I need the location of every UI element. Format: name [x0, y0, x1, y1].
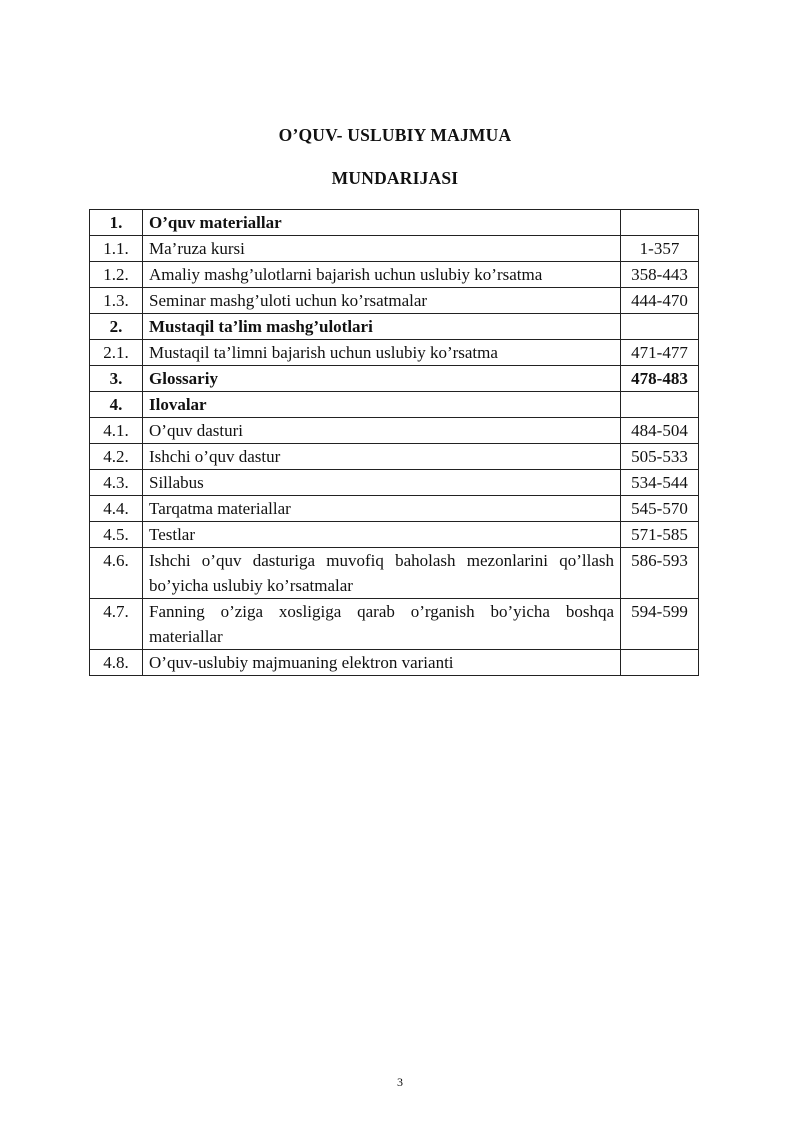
subsection-row: [90, 444, 699, 470]
subsection-row: [90, 599, 699, 650]
section-title: Seminar mashg’uloti uchun ko’rsatmalar: [143, 288, 621, 314]
section-number: 1.: [90, 210, 143, 236]
section-title: Ishchi o’quv dastur: [143, 444, 621, 470]
page-range: 594-599: [621, 599, 699, 650]
section-number: 4.8.: [90, 650, 143, 676]
page-number: 3: [397, 1075, 403, 1089]
section-number: 4.5.: [90, 522, 143, 548]
page-range: 586-593: [621, 548, 699, 599]
page-range: [621, 650, 699, 676]
page-range: 505-533: [621, 444, 699, 470]
subsection-row: [90, 262, 699, 288]
page-range: 478-483: [621, 366, 699, 392]
section-title: O’quv materiallar: [143, 210, 621, 236]
section-title: Glossariy: [143, 366, 621, 392]
page-range: 471-477: [621, 340, 699, 366]
section-row: [90, 210, 699, 236]
section-number: 3.: [90, 366, 143, 392]
section-title: Mustaqil ta’limni bajarish uchun uslubiy ko’rsatma: [143, 340, 621, 366]
page-range: 484-504: [621, 418, 699, 444]
section-title: Amaliy mashg’ulotlarni bajarish uchun uslubiy ko’rsatma: [143, 262, 621, 288]
subsection-row: [90, 496, 699, 522]
section-number: 4.3.: [90, 470, 143, 496]
section-number: 4.7.: [90, 599, 143, 650]
section-number: 2.: [90, 314, 143, 340]
section-title: O’quv-uslubiy majmuaning elektron varianti: [143, 650, 621, 676]
subsection-row: [90, 470, 699, 496]
page-range: 571-585: [621, 522, 699, 548]
document-title: O’QUV- USLUBIY MAJMUA: [278, 125, 512, 145]
section-number: 1.3.: [90, 288, 143, 314]
section-title: Ma’ruza kursi: [143, 236, 621, 262]
section-number: 1.2.: [90, 262, 143, 288]
subsection-row: [90, 340, 699, 366]
contents-heading: MUNDARIJASI: [331, 168, 459, 188]
section-title: Ilovalar: [143, 392, 621, 418]
page-range: [621, 314, 699, 340]
section-title: O’quv dasturi: [143, 418, 621, 444]
subsection-row: [90, 288, 699, 314]
section-title: Tarqatma materiallar: [143, 496, 621, 522]
section-row: [90, 392, 699, 418]
subsection-row: [90, 522, 699, 548]
section-title: Mustaqil ta’lim mashg’ulotlari: [143, 314, 621, 340]
section-number: 4.1.: [90, 418, 143, 444]
section-number: 4.: [90, 392, 143, 418]
section-title: Ishchi o’quv dasturiga muvofiq baholash mezonlarini qo’llash bo’yicha uslubiy ko’rsatmalar: [143, 548, 621, 599]
page-range: 1-357: [621, 236, 699, 262]
section-number: 1.1.: [90, 236, 143, 262]
contents-table-body: [90, 210, 699, 676]
page-range: 534-544: [621, 470, 699, 496]
page-range: [621, 210, 699, 236]
subsection-row: [90, 650, 699, 676]
section-title: Testlar: [143, 522, 621, 548]
section-row: [90, 366, 699, 392]
subsection-row: [90, 236, 699, 262]
section-number: 2.1.: [90, 340, 143, 366]
page-range: 444-470: [621, 288, 699, 314]
section-number: 4.6.: [90, 548, 143, 599]
section-title: Sillabus: [143, 470, 621, 496]
page-range: [621, 392, 699, 418]
section-title: Fanning o’ziga xosligiga qarab o’rganish bo’yicha boshqa materiallar: [143, 599, 621, 650]
page-range: 358-443: [621, 262, 699, 288]
contents-table: [89, 209, 699, 676]
subsection-row: [90, 418, 699, 444]
subsection-row: [90, 548, 699, 599]
section-number: 4.2.: [90, 444, 143, 470]
section-number: 4.4.: [90, 496, 143, 522]
page-range: 545-570: [621, 496, 699, 522]
section-row: [90, 314, 699, 340]
